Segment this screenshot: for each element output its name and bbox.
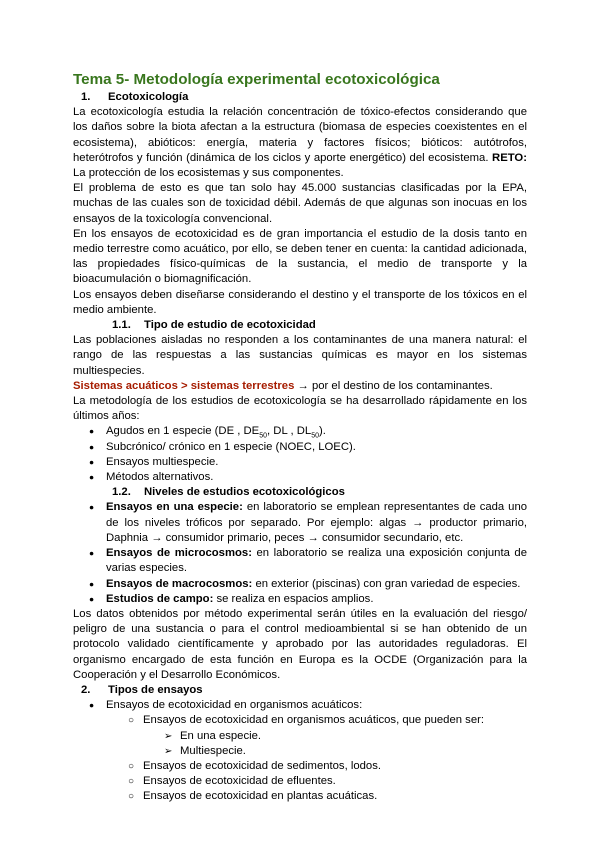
list-item bbox=[73, 500, 527, 546]
tests-sublist-2 bbox=[73, 759, 527, 805]
list-item: ➢ En una especie. bbox=[73, 729, 527, 744]
paragraph-6 bbox=[73, 379, 527, 394]
list-item: ○ Ensayos de ecotoxicidad en plantas acuáticas. bbox=[73, 789, 527, 804]
reto-label: RETO: bbox=[492, 151, 527, 164]
paragraph-1 bbox=[73, 105, 527, 181]
list-item bbox=[73, 592, 527, 607]
section-1-2-heading bbox=[73, 485, 527, 500]
level-label: Ensayos en una especie: bbox=[106, 501, 243, 514]
section-2-heading bbox=[73, 683, 527, 698]
study-levels-list bbox=[73, 500, 527, 606]
acute-sub-b: 50 bbox=[311, 432, 319, 440]
paragraph-3: En los ensayos de ecotoxicidad es de gran importancia el estudio de la dosis tanto en medio terrestre como acuático, por ello, se deben tener en cuenta: la cantidad adicionada, las propiedades físico-químicas de la sustancia, el medio de transporte y la bioacumulación o biomagnificación. bbox=[73, 227, 527, 286]
acute-text-c: ). bbox=[318, 425, 326, 438]
level-label: Estudios de campo: bbox=[106, 592, 214, 605]
tests-list bbox=[73, 698, 527, 713]
aquatic-vs-terrestrial: Sistemas acuáticos > sistemas terrestres bbox=[73, 379, 295, 392]
tests-sublist bbox=[73, 713, 527, 728]
section-1-1-title: Tipo de estudio de ecotoxicidad bbox=[144, 319, 316, 332]
document-title: Tema 5- Metodología experimental ecotoxicológica bbox=[73, 71, 440, 88]
acute-text-b: , DL , DL bbox=[267, 425, 312, 438]
paragraph-1-text: La ecotoxicología estudia la relación concentración de tóxico-efectos considerando que los daños sobre la biota afectan a la estructura (biomasa de especies coexistentes en el ecosistema), abióticos: energía, materia y factores físicos; bióticos: autótrofos, heterótrofos y función (dinámica de los ciclos y aporte energético) del ecosistema. bbox=[73, 106, 527, 164]
section-1-1-number: 1.1. bbox=[112, 319, 131, 332]
paragraph-2: El problema de esto es que tan solo hay 45.000 sustancias clasificadas por la EPA, muchas de las cuales son de toxicidad débil. Además de que algunas son inocuas en los ensayos de la toxicología convencional. bbox=[73, 182, 527, 225]
paragraph-4: Los ensayos deben diseñarse considerando el destino y el transporte de los tóxicos en el medio ambiente. bbox=[73, 288, 527, 316]
paragraph-8: Los datos obtenidos por método experimental serán útiles en la evaluación del riesgo/ peligro de una sustancia o para el control medioambiental si se han obtenido de un protocolo validado científicamente y aprobado por las autoridades reguladoras. El organismo encargado de esta función en Europa es la OCDE (Organización para la Cooperación y el Desarrollo Económicos. bbox=[73, 607, 527, 681]
section-1-2-title: Niveles de estudios ecotoxicológicos bbox=[144, 486, 345, 499]
section-1-number: 1. bbox=[81, 91, 91, 103]
list-item: ● Ensayos multiespecie. bbox=[73, 455, 527, 470]
list-item bbox=[73, 546, 527, 576]
list-item: ➢ Multiespecie. bbox=[73, 744, 527, 759]
list-item bbox=[73, 577, 527, 592]
list-item: ○ Ensayos de ecotoxicidad de sedimentos, lodos. bbox=[73, 759, 527, 774]
level-label: Ensayos de microcosmos: bbox=[106, 547, 252, 560]
level-text: en exterior (piscinas) con gran variedad de especies. bbox=[255, 577, 521, 590]
list-item: ○ Ensayos de ecotoxicidad de efluentes. bbox=[73, 774, 527, 789]
reto-text: La protección de los ecosistemas y sus componentes. bbox=[73, 167, 344, 180]
level-text: en laboratorio se realiza una exposición conjunta de varias especies. bbox=[106, 547, 527, 575]
level-text: se realiza en espacios amplios. bbox=[216, 592, 374, 605]
section-1-title: Ecotoxicología bbox=[108, 91, 189, 103]
paragraph-5: Las poblaciones aisladas no responden a los contaminantes de una manera natural: el rango de las respuestas a las sustancias químicas es mayor en los sistemas multiespecies. bbox=[73, 334, 527, 377]
list-item: ● Subcrónico/ crónico en 1 especie (NOEC, LOEC). bbox=[73, 440, 527, 455]
section-2-number: 2. bbox=[81, 683, 91, 696]
paragraph-7: La metodología de los estudios de ecotoxicología se ha desarrollado rápidamente en los últimos años: bbox=[73, 395, 527, 423]
list-item: ○ Ensayos de ecotoxicidad en organismos acuáticos, que pueden ser: bbox=[73, 713, 527, 728]
level-label: Ensayos de macrocosmos: bbox=[106, 577, 253, 590]
list-item: ● Métodos alternativos. bbox=[73, 470, 527, 485]
list-item bbox=[73, 424, 527, 439]
acute-sub-a: 50 bbox=[259, 432, 268, 440]
section-1-2-number: 1.2. bbox=[112, 486, 131, 499]
section-1-heading bbox=[73, 90, 527, 105]
acute-text-a: Agudos en 1 especie (DE , DE bbox=[106, 425, 260, 438]
tests-subsublist bbox=[73, 729, 527, 759]
paragraph-6-rest: → por el destino de los contaminantes. bbox=[297, 379, 493, 392]
study-types-list bbox=[73, 424, 527, 485]
section-1-1-heading bbox=[73, 318, 527, 333]
list-item: ● Ensayos de ecotoxicidad en organismos acuáticos: bbox=[73, 698, 527, 713]
level-text: en laboratorio se emplean representantes de cada uno de los niveles tróficos por separado. Por ejemplo: algas → productor primario, Daphnia → consumidor primario, peces → consumidor secundario, etc. bbox=[106, 501, 528, 544]
section-2-title: Tipos de ensayos bbox=[108, 683, 203, 696]
